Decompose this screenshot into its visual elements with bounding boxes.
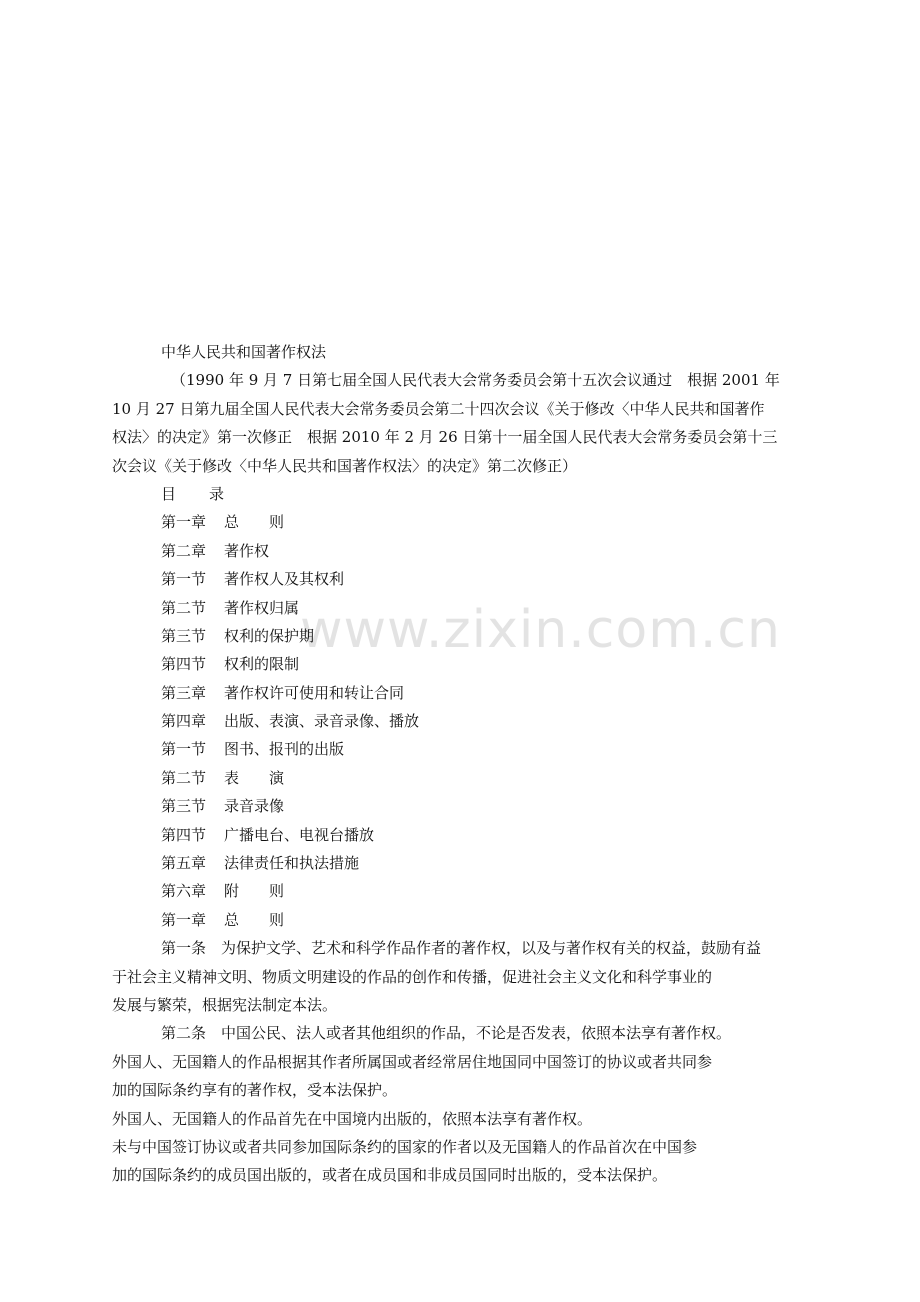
toc-item-title: 著作权归属 (224, 598, 300, 617)
toc-item (0, 821, 920, 849)
document-content (0, 338, 920, 1190)
toc-item-title: 著作权人及其权利 (224, 570, 345, 589)
paragraph-line: 外国人、无国籍人的作品根据其作者所属国或者经常居住地国同中国签订的协议或者共同参 (112, 1052, 713, 1071)
toc-item (0, 707, 920, 735)
toc-item-title: 著作权 (224, 541, 270, 560)
toc-item-number: 第一章 (161, 513, 207, 532)
toc-item (0, 537, 920, 565)
chapter-title: 总 则 (224, 910, 285, 929)
toc-item-title: 附 则 (224, 882, 285, 901)
toc-item-number: 第三章 (161, 683, 207, 702)
toc-item-title: 权利的保护期 (224, 626, 315, 645)
toc-item-title: 总 则 (224, 513, 285, 532)
toc-item-number: 第四章 (161, 712, 207, 731)
paragraph-line: 外国人、无国籍人的作品首先在中国境内出版的，依照本法享有著作权。 (112, 1109, 593, 1128)
chapter-heading (0, 906, 920, 934)
article-line: 于社会主义精神文明、物质文明建设的作品的创作和传播，促进社会主义文化和科学事业的 (112, 967, 713, 986)
article-line: 第二条 中国公民、法人或者其他组织的作品，不论是否发表，依照本法享有著作权。 (161, 1024, 732, 1043)
toc-item (0, 792, 920, 820)
toc-item (0, 849, 920, 877)
toc-item-title: 著作权许可使用和转让合同 (224, 683, 405, 702)
toc-item-title: 图书、报刊的出版 (224, 740, 345, 759)
article-line: 发展与繁荣，根据宪法制定本法。 (112, 995, 338, 1014)
toc-item-number: 第四节 (161, 825, 207, 844)
toc-heading-char: 目 (161, 484, 177, 503)
toc-item-number: 第二节 (161, 768, 207, 787)
preamble-line: 次会议《关于修改〈中华人民共和国著作权法〉的决定》第二次修正） (112, 456, 578, 475)
toc-item-title: 权利的限制 (224, 655, 300, 674)
toc-item (0, 622, 920, 650)
toc-heading (0, 480, 920, 508)
toc-item (0, 650, 920, 678)
toc-item-number: 第三节 (161, 797, 207, 816)
paragraph-line: 加的国际条约享有的著作权，受本法保护。 (112, 1081, 398, 1100)
toc-item-title: 表 演 (224, 768, 285, 787)
toc-item-title: 法律责任和执法措施 (224, 854, 360, 873)
toc-item-number: 第二节 (161, 598, 207, 617)
preamble-line: 权法〉的决定》第一次修正 根据 2010 年 2 月 26 日第十一届全国人民代表大会常务委员会第十三 (112, 428, 778, 447)
toc-item-number: 第一节 (161, 740, 207, 759)
article-line: 第一条 为保护文学、艺术和科学作品作者的著作权，以及与著作权有关的权益，鼓励有益 (161, 939, 762, 958)
toc-item-number: 第四节 (161, 655, 207, 674)
document-title: 中华人民共和国著作权法 (161, 343, 327, 361)
toc-item (0, 565, 920, 593)
paragraph-line: 未与中国签订协议或者共同参加国际条约的国家的作者以及无国籍人的作品首次在中国参 (112, 1137, 698, 1156)
toc-item-number: 第六章 (161, 882, 207, 901)
toc-item-title: 录音录像 (224, 797, 285, 816)
toc-item (0, 764, 920, 792)
toc-item-number: 第二章 (161, 541, 207, 560)
toc-item (0, 679, 920, 707)
toc-item-number: 第三节 (161, 626, 207, 645)
watermark: www.zixin.com.cn (300, 600, 781, 660)
paragraph-line: 加的国际条约的成员国出版的，或者在成员国和非成员国同时出版的，受本法保护。 (112, 1166, 668, 1185)
toc-item-title: 出版、表演、录音录像、播放 (224, 712, 420, 731)
chapter-number: 第一章 (161, 910, 207, 929)
toc-item (0, 594, 920, 622)
toc-item-number: 第一节 (161, 570, 207, 589)
preamble-line: 10 月 27 日第九届全国人民代表大会常务委员会第二十四次会议《关于修改〈中华人民共和国著作 (112, 399, 765, 418)
toc-item (0, 735, 920, 763)
toc-heading-char: 录 (209, 484, 225, 503)
toc-item-number: 第五章 (161, 854, 207, 873)
toc-item (0, 877, 920, 905)
preamble-line: （1990 年 9 月 7 日第七届全国人民代表大会常务委员会第十五次会议通过 根据 2001 年 (171, 371, 780, 390)
toc-item-title: 广播电台、电视台播放 (224, 825, 375, 844)
toc-item (0, 508, 920, 536)
